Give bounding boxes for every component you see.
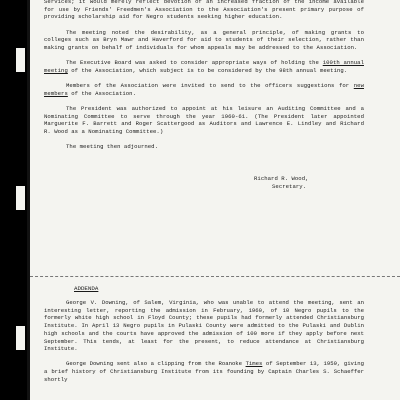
punch-hole	[16, 326, 25, 350]
exec-board-post: of the Association, which subject is to be considered by the 98th annual meeting.	[67, 66, 348, 74]
section-divider	[30, 276, 400, 278]
members-pre: Members of the Association were invited to send to the officers suggestions for	[66, 82, 354, 90]
exec-board-pre: holding the	[281, 59, 323, 67]
punch-hole	[16, 186, 25, 210]
signature-block	[254, 175, 364, 190]
paragraph-executive-board	[44, 59, 364, 74]
addenda-p2-pre: George Downing sent also a clipping from the Roanoke	[66, 360, 246, 368]
paragraph-adjourned: The meeting then adjourned.	[66, 143, 158, 151]
minutes-body	[44, 0, 364, 190]
paragraph-members	[44, 82, 364, 97]
paragraph-committees: The President was authorized to appoint at his leisure an Auditing Committee and a Nominating Committee to serve through the year 1960-61. (The President later appointed Marguerite F. Barrett and Roger Scattergood as Auditors and Lawrence E. Lindley and Richard R. Wood as a Nominating Committee.)	[44, 105, 364, 136]
addenda-p2-post: of September 13, 1959, giving a brief history of Christiansburg Institute from its founding by Captain Charles S. Schaeffer shortly	[44, 360, 364, 383]
paragraph-grants: The meeting noted the desirability, as a general principle, of making grants to colleges such as Bryn Mawr and Haverford for aid to students of their selection, rather than making grants on behalf of individuals for whom appeals may be addressed to the Association.	[44, 28, 364, 52]
addenda-body	[44, 299, 364, 391]
signature-name: Richard R. Wood,	[254, 175, 309, 183]
paragraph-services: Services; it would merely reflect devotion of an increased fraction of the income available for use by Friends' Freedmen's Association to the Association's present primary purpose of providing scholarship aid for Negro students seeking higher education.	[44, 0, 364, 21]
exec-board-underlined: 100th annual meeting	[44, 59, 364, 74]
addenda-paragraph-1: George V. Downing, of Salem, Virginia, who was unable to attend the meeting, sent an interesting letter, reporting the admission in February, 1960, of 10 Negro pupils to the formerly white high school in Floyd County; these pupils had formerly attended Christiansburg Institute. In April 13 Negro pupils in Pulaski County were admitted to the Pulaski and Dublin high schools and the courts have approved the admission of 100 more if they apply before next September. This tends, at least for the present, to reduce attendance at Christiansburg Institute.	[44, 299, 364, 353]
exec-board-lead: The Executive Board was asked to consider appropriate ways of	[66, 59, 278, 67]
members-underlined: new members	[44, 82, 364, 97]
members-post: of the Association.	[67, 89, 136, 97]
addenda-title: ADDENDA	[74, 285, 99, 292]
addenda-p2-underlined: Times	[245, 360, 263, 368]
punch-hole	[16, 48, 25, 72]
signature-title: Secretary.	[272, 182, 307, 190]
addenda-paragraph-2	[44, 360, 364, 383]
